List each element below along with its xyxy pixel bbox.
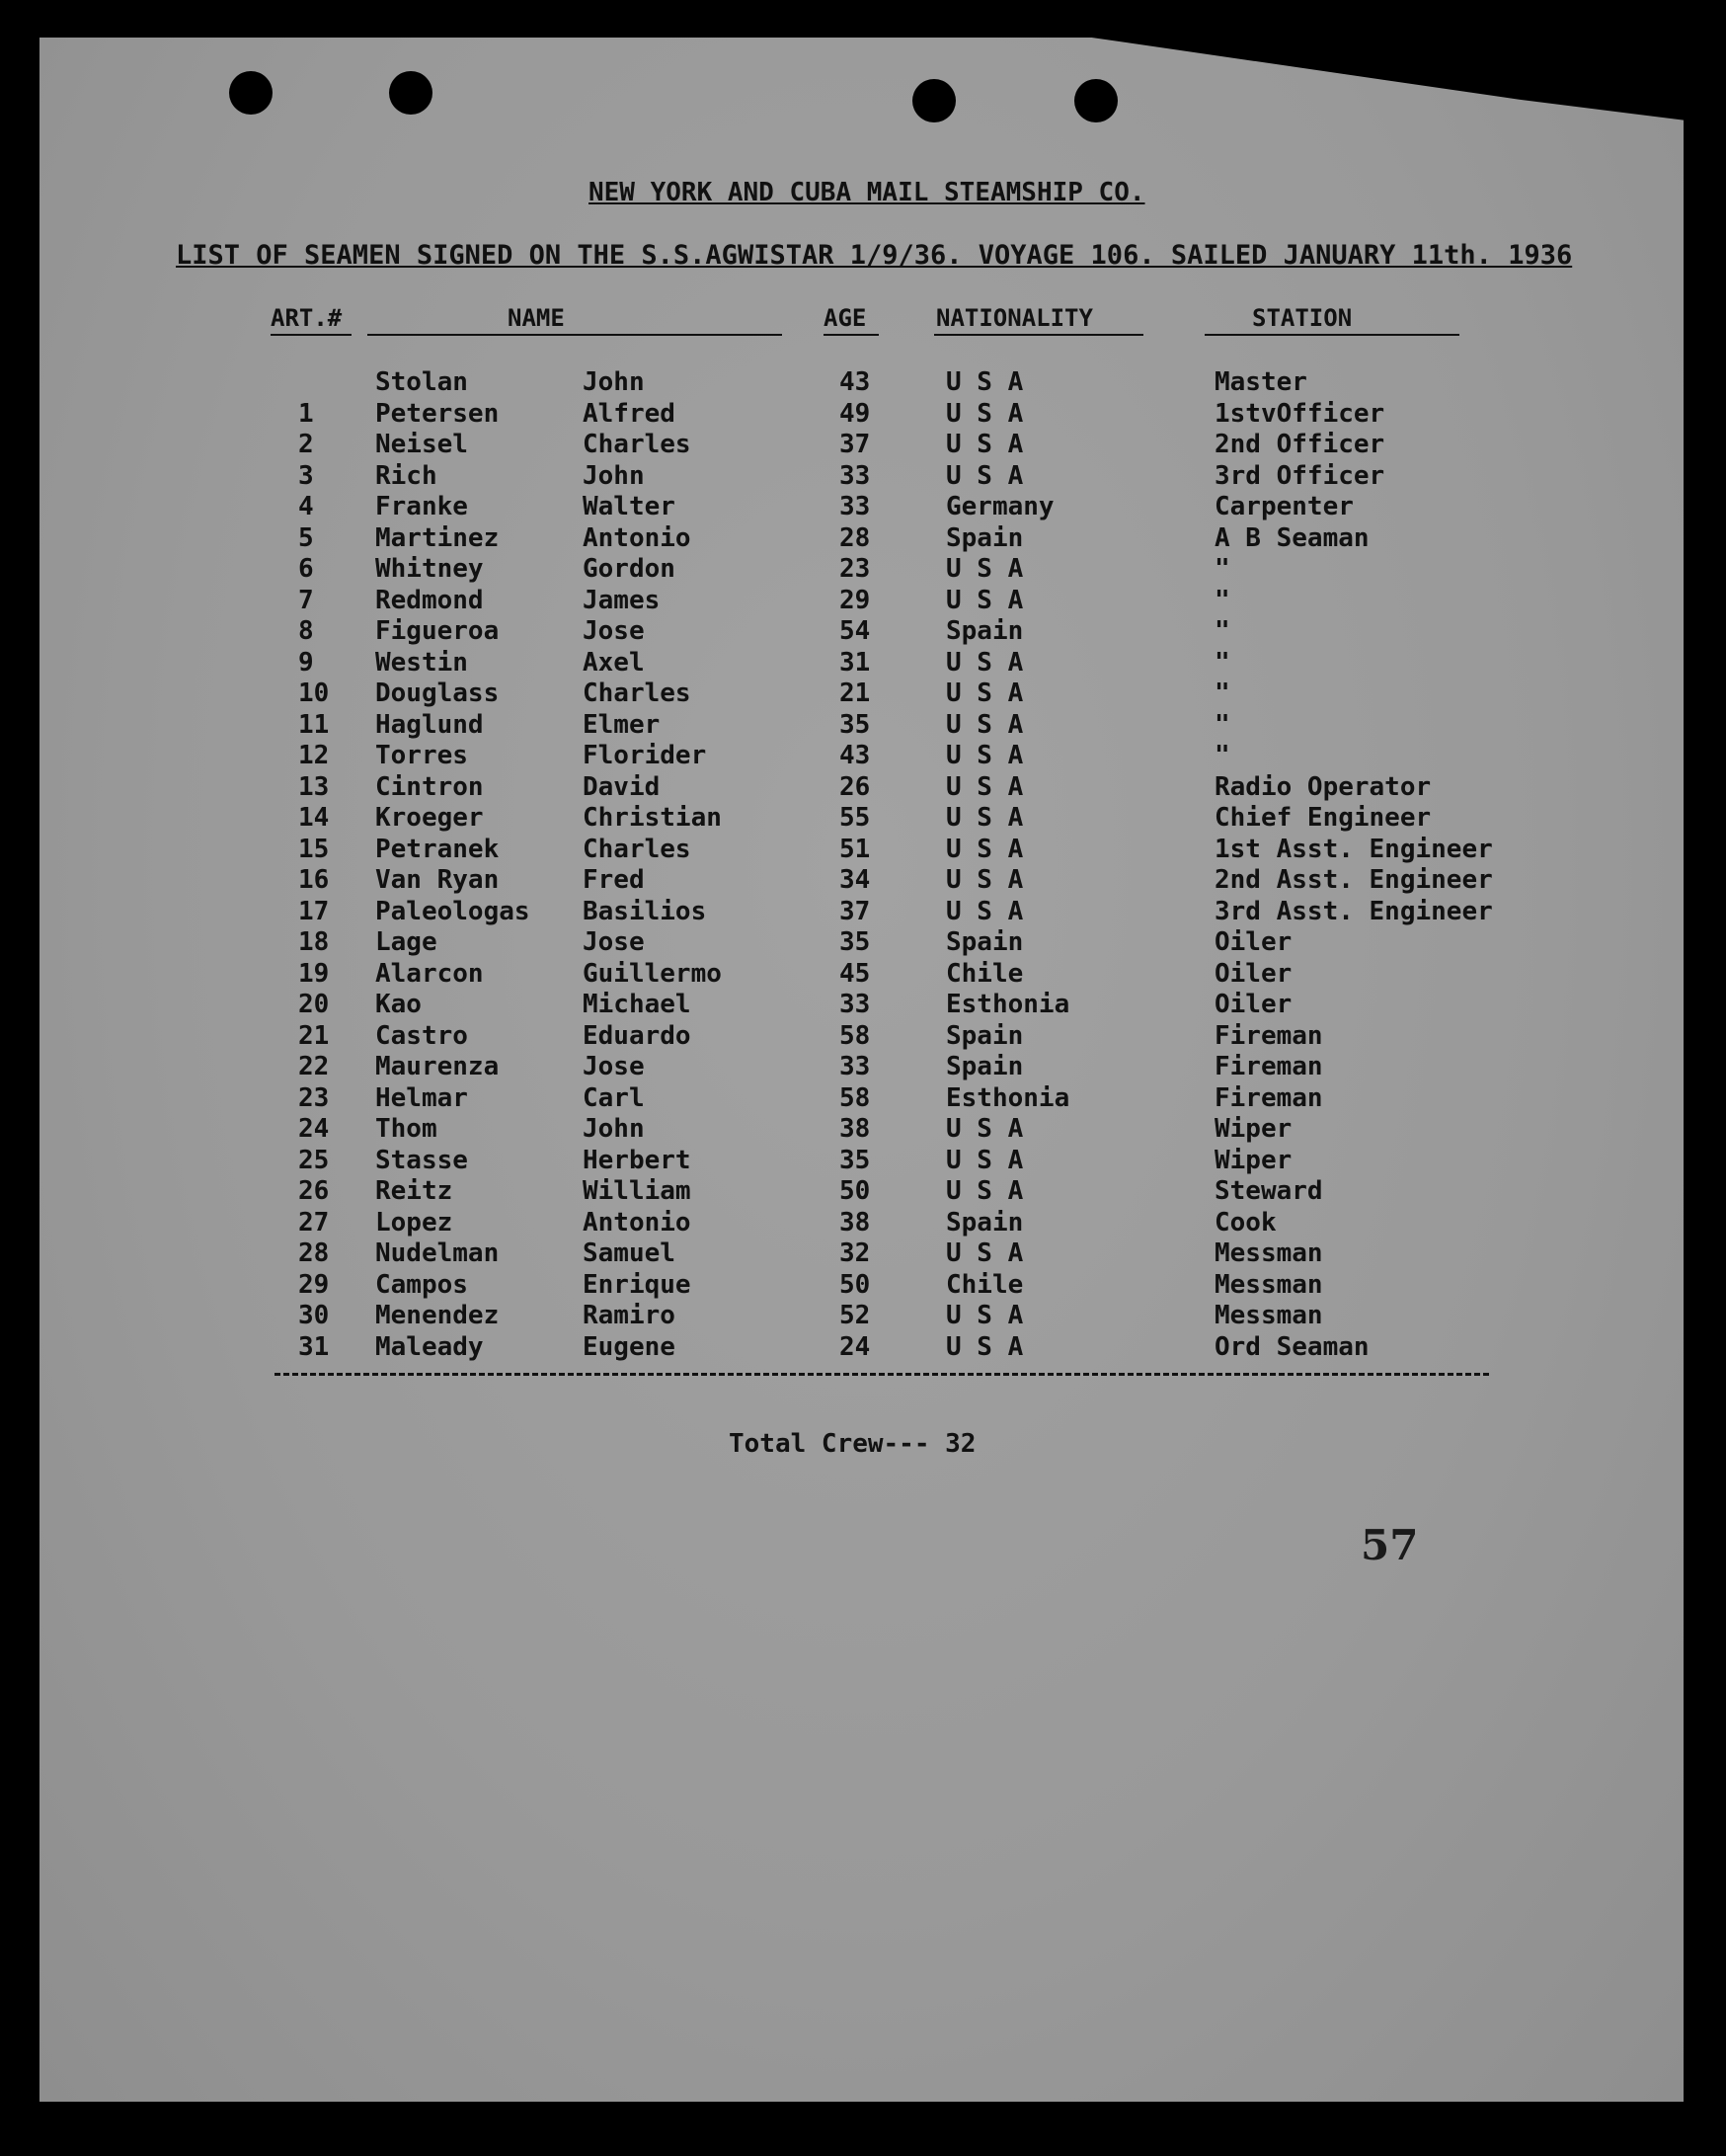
art-number: 20	[298, 990, 330, 1019]
last-name: Petranek	[375, 834, 500, 864]
age: 37	[839, 896, 871, 926]
last-name: Campos	[375, 1269, 468, 1300]
first-name: James	[583, 585, 661, 615]
last-name: Cintron	[375, 771, 484, 802]
crew-row	[0, 865, 1726, 897]
crew-row	[0, 367, 1726, 399]
nationality: U S A	[946, 554, 1024, 584]
header-underline	[1205, 334, 1459, 336]
punch-hole	[1074, 79, 1118, 122]
age: 29	[839, 585, 871, 615]
first-name: John	[583, 367, 645, 397]
age: 31	[839, 647, 871, 678]
crew-row	[0, 1176, 1726, 1208]
crew-row	[0, 430, 1726, 461]
last-name: Petersen	[375, 398, 500, 429]
nationality: U S A	[946, 398, 1024, 429]
age: 35	[839, 709, 871, 740]
first-name: John	[583, 1114, 645, 1144]
art-number: 9	[298, 647, 314, 678]
station: Messman	[1215, 1269, 1323, 1300]
first-name: Alfred	[583, 398, 675, 429]
nationality: U S A	[946, 1176, 1024, 1206]
nationality: U S A	[946, 1114, 1024, 1144]
station: Steward	[1215, 1176, 1323, 1206]
age: 58	[839, 1020, 871, 1051]
header-art: ART.#	[271, 304, 343, 332]
first-name: Eugene	[583, 1331, 675, 1362]
art-number: 29	[298, 1269, 330, 1300]
age: 50	[839, 1269, 871, 1300]
age: 52	[839, 1301, 871, 1330]
age: 33	[839, 1052, 871, 1081]
station: 2nd Officer	[1215, 430, 1385, 459]
first-name: John	[583, 460, 645, 491]
last-name: Lage	[375, 927, 437, 957]
nationality: U S A	[946, 834, 1024, 864]
station: Cook	[1215, 1207, 1277, 1238]
first-name: Eduardo	[583, 1020, 691, 1051]
first-name: David	[583, 771, 661, 802]
first-name: Florider	[583, 741, 707, 770]
last-name: Westin	[375, 647, 468, 678]
first-name: Christian	[583, 803, 722, 833]
station: "	[1215, 741, 1230, 770]
crew-row	[0, 616, 1726, 648]
nationality: U S A	[946, 647, 1024, 678]
crew-row	[0, 927, 1726, 959]
first-name: Enrique	[583, 1269, 691, 1300]
punch-hole	[389, 71, 432, 115]
crew-row	[0, 523, 1726, 555]
age: 51	[839, 834, 871, 864]
art-number: 11	[298, 709, 330, 740]
art-number: 15	[298, 834, 330, 864]
last-name: Alarcon	[375, 958, 484, 989]
age: 35	[839, 927, 871, 957]
nationality: U S A	[946, 460, 1024, 491]
station: Fireman	[1215, 1020, 1323, 1051]
art-number: 30	[298, 1301, 330, 1330]
last-name: Franke	[375, 492, 468, 521]
header-underline	[824, 334, 879, 336]
last-name: Stolan	[375, 367, 468, 397]
age: 55	[839, 803, 871, 833]
station: Wiper	[1215, 1114, 1293, 1144]
station: Fireman	[1215, 1052, 1323, 1081]
age: 24	[839, 1331, 871, 1362]
nationality: Chile	[946, 958, 1024, 989]
last-name: Figueroa	[375, 616, 500, 646]
last-name: Maurenza	[375, 1052, 500, 1081]
nationality: Spain	[946, 1052, 1024, 1081]
nationality: U S A	[946, 1331, 1024, 1362]
art-number: 2	[298, 430, 314, 459]
station: Wiper	[1215, 1145, 1293, 1175]
nationality: Spain	[946, 1207, 1024, 1238]
station: A B Seaman	[1215, 522, 1370, 553]
nationality: U S A	[946, 896, 1024, 926]
last-name: Whitney	[375, 554, 484, 584]
company-heading: NEW YORK AND CUBA MAIL STEAMSHIP CO.	[588, 178, 1145, 207]
art-number: 27	[298, 1207, 330, 1238]
station: 3rd Officer	[1215, 460, 1385, 491]
last-name: Kao	[375, 990, 422, 1019]
art-number: 1	[298, 398, 314, 429]
crew-row	[0, 554, 1726, 586]
header-name: NAME	[508, 304, 565, 332]
crew-row	[0, 1238, 1726, 1270]
nationality: U S A	[946, 1301, 1024, 1330]
station: Oiler	[1215, 990, 1293, 1019]
station: Messman	[1215, 1301, 1323, 1330]
first-name: Ramiro	[583, 1301, 675, 1330]
station: Carpenter	[1215, 492, 1354, 521]
art-number: 19	[298, 958, 330, 989]
nationality: U S A	[946, 367, 1024, 397]
crew-row	[0, 710, 1726, 742]
station: "	[1215, 616, 1230, 646]
nationality: Esthonia	[946, 990, 1070, 1019]
header-underline	[367, 334, 782, 336]
station: "	[1215, 647, 1230, 678]
nationality: U S A	[946, 1238, 1024, 1268]
first-name: Samuel	[583, 1238, 675, 1268]
crew-row	[0, 741, 1726, 772]
crew-row	[0, 1021, 1726, 1053]
nationality: U S A	[946, 771, 1024, 802]
nationality: Chile	[946, 1269, 1024, 1300]
nationality: Spain	[946, 616, 1024, 646]
age: 21	[839, 679, 871, 708]
art-number: 26	[298, 1176, 330, 1206]
last-name: Paleologas	[375, 896, 530, 926]
last-name: Haglund	[375, 709, 484, 740]
last-name: Redmond	[375, 585, 484, 615]
station: Oiler	[1215, 958, 1293, 989]
station: Master	[1215, 367, 1307, 397]
crew-row	[0, 772, 1726, 804]
nationality: U S A	[946, 1145, 1024, 1175]
nationality: Esthonia	[946, 1082, 1070, 1113]
station: "	[1215, 585, 1230, 615]
station: Oiler	[1215, 927, 1293, 957]
station: Messman	[1215, 1238, 1323, 1268]
first-name: Jose	[583, 616, 645, 646]
age: 33	[839, 990, 871, 1019]
crew-row	[0, 835, 1726, 866]
art-number: 6	[298, 554, 314, 584]
last-name: Torres	[375, 741, 468, 770]
age: 38	[839, 1114, 871, 1144]
last-name: Lopez	[375, 1207, 453, 1238]
header-age: AGE	[824, 304, 867, 332]
art-number: 14	[298, 803, 330, 833]
crew-row	[0, 461, 1726, 493]
first-name: Gordon	[583, 554, 675, 584]
last-name: Martinez	[375, 522, 500, 553]
dashed-separator	[275, 1373, 1489, 1376]
nationality: U S A	[946, 679, 1024, 708]
age: 50	[839, 1176, 871, 1206]
crew-row	[0, 586, 1726, 617]
first-name: Michael	[583, 990, 691, 1019]
last-name: Douglass	[375, 679, 500, 708]
age: 38	[839, 1207, 871, 1238]
art-number: 25	[298, 1145, 330, 1175]
art-number: 3	[298, 460, 314, 491]
first-name: Elmer	[583, 709, 661, 740]
nationality: U S A	[946, 865, 1024, 895]
nationality: Spain	[946, 522, 1024, 553]
nationality: U S A	[946, 585, 1024, 615]
art-number: 12	[298, 741, 330, 770]
art-number: 21	[298, 1020, 330, 1051]
header-station: STATION	[1252, 304, 1353, 332]
age: 35	[839, 1145, 871, 1175]
nationality: U S A	[946, 709, 1024, 740]
punch-hole	[912, 79, 956, 122]
nationality: Spain	[946, 927, 1024, 957]
station: 3rd Asst. Engineer	[1215, 896, 1493, 926]
first-name: Charles	[583, 430, 691, 459]
first-name: Antonio	[583, 522, 691, 553]
station: 1st Asst. Engineer	[1215, 834, 1493, 864]
first-name: Charles	[583, 679, 691, 708]
age: 49	[839, 398, 871, 429]
nationality: U S A	[946, 803, 1024, 833]
age: 37	[839, 430, 871, 459]
crew-row	[0, 492, 1726, 523]
header-underline	[934, 334, 1143, 336]
art-number: 22	[298, 1052, 330, 1081]
art-number: 4	[298, 492, 314, 521]
station: Radio Operator	[1215, 771, 1432, 802]
last-name: Stasse	[375, 1145, 468, 1175]
station: 2nd Asst. Engineer	[1215, 865, 1493, 895]
last-name: Neisel	[375, 430, 468, 459]
first-name: Walter	[583, 492, 675, 521]
crew-row	[0, 1052, 1726, 1083]
last-name: Castro	[375, 1020, 468, 1051]
last-name: Van Ryan	[375, 865, 500, 895]
first-name: Carl	[583, 1082, 645, 1113]
nationality: Germany	[946, 492, 1055, 521]
age: 33	[839, 492, 871, 521]
crew-row	[0, 1114, 1726, 1146]
first-name: Axel	[583, 647, 645, 678]
last-name: Kroeger	[375, 803, 484, 833]
station: "	[1215, 679, 1230, 708]
crew-row	[0, 990, 1726, 1021]
crew-row	[0, 1146, 1726, 1177]
last-name: Reitz	[375, 1176, 453, 1206]
station: 1stvOfficer	[1215, 398, 1385, 429]
station: Chief Engineer	[1215, 803, 1432, 833]
crew-row	[0, 1083, 1726, 1115]
first-name: Basilios	[583, 896, 707, 926]
header-underline	[271, 334, 352, 336]
crew-row	[0, 1332, 1726, 1364]
crew-row	[0, 1208, 1726, 1239]
art-number: 8	[298, 616, 314, 646]
first-name: Jose	[583, 1052, 645, 1081]
first-name: Jose	[583, 927, 645, 957]
age: 45	[839, 958, 871, 989]
first-name: Antonio	[583, 1207, 691, 1238]
art-number: 31	[298, 1331, 330, 1362]
crew-row	[0, 897, 1726, 928]
crew-row	[0, 803, 1726, 835]
age: 43	[839, 367, 871, 397]
list-title: LIST OF SEAMEN SIGNED ON THE S.S.AGWISTAR 1/9/36. VOYAGE 106. SAILED JANUARY 11th. 1936	[176, 240, 1573, 271]
punch-hole	[229, 71, 273, 115]
nationality: Spain	[946, 1020, 1024, 1051]
age: 26	[839, 771, 871, 802]
last-name: Rich	[375, 460, 437, 491]
art-number: 5	[298, 522, 314, 553]
last-name: Menendez	[375, 1301, 500, 1330]
age: 28	[839, 522, 871, 553]
art-number: 24	[298, 1114, 330, 1144]
last-name: Maleady	[375, 1331, 484, 1362]
last-name: Nudelman	[375, 1238, 500, 1268]
total-crew: Total Crew--- 32	[729, 1429, 977, 1459]
header-nationality: NATIONALITY	[936, 304, 1093, 332]
station: "	[1215, 554, 1230, 584]
crew-row	[0, 679, 1726, 710]
first-name: William	[583, 1176, 691, 1206]
age: 33	[839, 460, 871, 491]
first-name: Fred	[583, 865, 645, 895]
station: Ord Seaman	[1215, 1331, 1370, 1362]
age: 54	[839, 616, 871, 646]
art-number: 13	[298, 771, 330, 802]
art-number: 17	[298, 896, 330, 926]
age: 23	[839, 554, 871, 584]
crew-row	[0, 648, 1726, 679]
first-name: Herbert	[583, 1145, 691, 1175]
art-number: 23	[298, 1082, 330, 1113]
nationality: U S A	[946, 741, 1024, 770]
last-name: Thom	[375, 1114, 437, 1144]
age: 34	[839, 865, 871, 895]
crew-row	[0, 1301, 1726, 1332]
art-number: 7	[298, 585, 314, 615]
page-number: 57	[1361, 1521, 1419, 1569]
crew-row	[0, 959, 1726, 991]
art-number: 18	[298, 927, 330, 957]
first-name: Charles	[583, 834, 691, 864]
art-number: 28	[298, 1238, 330, 1268]
age: 58	[839, 1082, 871, 1113]
art-number: 10	[298, 679, 330, 708]
station: "	[1215, 709, 1230, 740]
crew-row	[0, 399, 1726, 431]
age: 43	[839, 741, 871, 770]
last-name: Helmar	[375, 1082, 468, 1113]
crew-row	[0, 1270, 1726, 1302]
station: Fireman	[1215, 1082, 1323, 1113]
first-name: Guillermo	[583, 958, 722, 989]
nationality: U S A	[946, 430, 1024, 459]
age: 32	[839, 1238, 871, 1268]
art-number: 16	[298, 865, 330, 895]
